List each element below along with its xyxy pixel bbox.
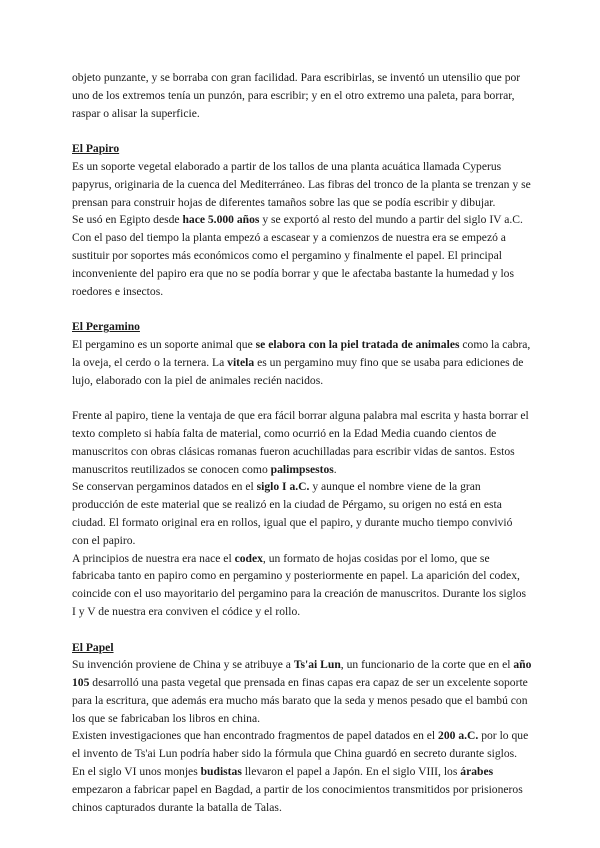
section-heading-papel: El Papel — [72, 640, 114, 654]
papiro-paragraph-2 — [72, 211, 532, 300]
text-run: por lo que el invento de Ts'ai Lun podría haber sido la fórmula que China guardó en secreto durante siglos. — [72, 729, 529, 761]
bold-text: 200 a.C. — [438, 729, 479, 743]
spacer — [72, 300, 532, 318]
spacer — [72, 621, 532, 639]
papel-paragraph-3 — [72, 763, 532, 816]
papel-paragraph-2 — [72, 727, 532, 763]
document-body — [72, 69, 532, 816]
text-run: A principios de nuestra era nace el — [72, 551, 235, 565]
intro-paragraph: objeto punzante, y se borraba con gran facilidad. Para escribirlas, se inventó un utensilio que por uno de los extremos tenía un punzón, para escribir; y en el otro extremo una paleta, para borrar, raspar o alisar la superficie. — [72, 71, 521, 120]
section-heading-pergamino: El Pergamino — [72, 320, 140, 334]
bold-text: vitela — [227, 355, 255, 369]
bold-text: codex — [234, 551, 263, 565]
bold-text: palimpsestos — [270, 462, 334, 476]
text-run: . — [333, 462, 337, 476]
spacer — [72, 389, 532, 407]
text-run: es un pergamino muy fino que se usaba para ediciones de lujo, elaborado con la piel de animales recién nacidos. — [72, 355, 524, 387]
pergamino-paragraph-2 — [72, 407, 532, 478]
text-run: , un formato de hojas cosidas por el lomo, que se fabricaba tanto en papiro como en pergamino y posteriormente en papel. La aparición del codex, coincide con el uso mayoritario del pergamino para la creación de manuscritos. Durante los siglos I y V de nuestra era conviven el códice y el rollo. — [72, 551, 527, 618]
text-run: como la cabra, la oveja, el cerdo o la ternera. La — [72, 337, 531, 369]
text-run: desarrolló una pasta vegetal que prensada en finas capas era capaz de ser un excelente soporte para la escritura, que además era mucho más barato que la seda y menos pesado que el bambú con los que se fabricaban los libros en china. — [72, 676, 528, 725]
text-run: llevaron el papel a Japón. En el siglo VIII, los — [241, 765, 461, 779]
bold-text: siglo I a.C. — [256, 480, 310, 494]
pergamino-paragraph-3 — [72, 478, 532, 549]
bold-text: árabes — [460, 765, 494, 779]
spacer — [72, 122, 532, 140]
text-run: , un funcionario de la corte que en el — [340, 658, 514, 672]
pergamino-paragraph-4 — [72, 550, 532, 621]
pergamino-paragraph-1 — [72, 336, 532, 389]
text-run: y aunque el nombre viene de la gran producción de este material que se realizó en la ciudad de Pérgamo, su origen no está en esta ciudad. El formato original era en rollos, igual que el papiro, y durante mucho tiempo convivió con el papiro. — [72, 480, 513, 547]
papel-paragraph-1 — [72, 656, 532, 727]
text-run: El pergamino es un soporte animal que — [72, 337, 256, 351]
papiro-paragraph-1: Es un soporte vegetal elaborado a partir de los tallos de una planta acuática llamada Cyperus papyrus, originaria de la cuenca del Mediterráneo. Las fibras del tronco de la planta se trenzan y se prensan para construir hojas de diferentes tamaños sobre las que se podía escribir y dibujar. — [72, 159, 531, 209]
text-run: empezaron a fabricar papel en Bagdad, a partir de los conocimientos transmitidos por prisioneros chinos capturados durante la batalla de Talas. — [72, 782, 523, 814]
text-run: En el siglo VI unos monjes — [72, 765, 201, 779]
bold-text: budistas — [200, 765, 242, 779]
text-run: Frente al papiro, tiene la ventaja de que era fácil borrar alguna palabra mal escrita y hasta borrar el texto completo si había falta de material, como ocurrió en la Edad Media cuando cientos de manuscritos con obras clásicas romanas fueron acuchilladas para escribir vidas de santos. Estos manuscritos reutilizados se conocen como — [72, 409, 529, 476]
bold-text: año 105 — [72, 658, 532, 690]
text-run: Se conservan pergaminos datados en el — [72, 480, 257, 494]
bold-text: se elabora con la piel tratada de animales — [255, 337, 460, 351]
text-run: Su invención proviene de China y se atribuye a — [72, 658, 294, 672]
section-heading-papiro: El Papiro — [72, 142, 120, 156]
text-run: Se usó en Egipto desde — [72, 213, 183, 227]
text-run: y se exportó al resto del mundo a partir del siglo IV a.C. Con el paso del tiempo la planta empezó a escasear y a comienzos de nuestra era se empezó a sustituir por soportes más económicos como el pergamino y finalmente el papel. El principal inconveniente del papiro era que no se podía borrar y que le afectaba bastante la humedad y los roedores e insectos. — [72, 213, 523, 298]
text-run: Existen investigaciones que han encontrado fragmentos de papel datados en el — [72, 729, 439, 743]
bold-text: Ts'ai Lun — [293, 658, 341, 672]
bold-text: hace 5.000 años — [182, 213, 260, 227]
